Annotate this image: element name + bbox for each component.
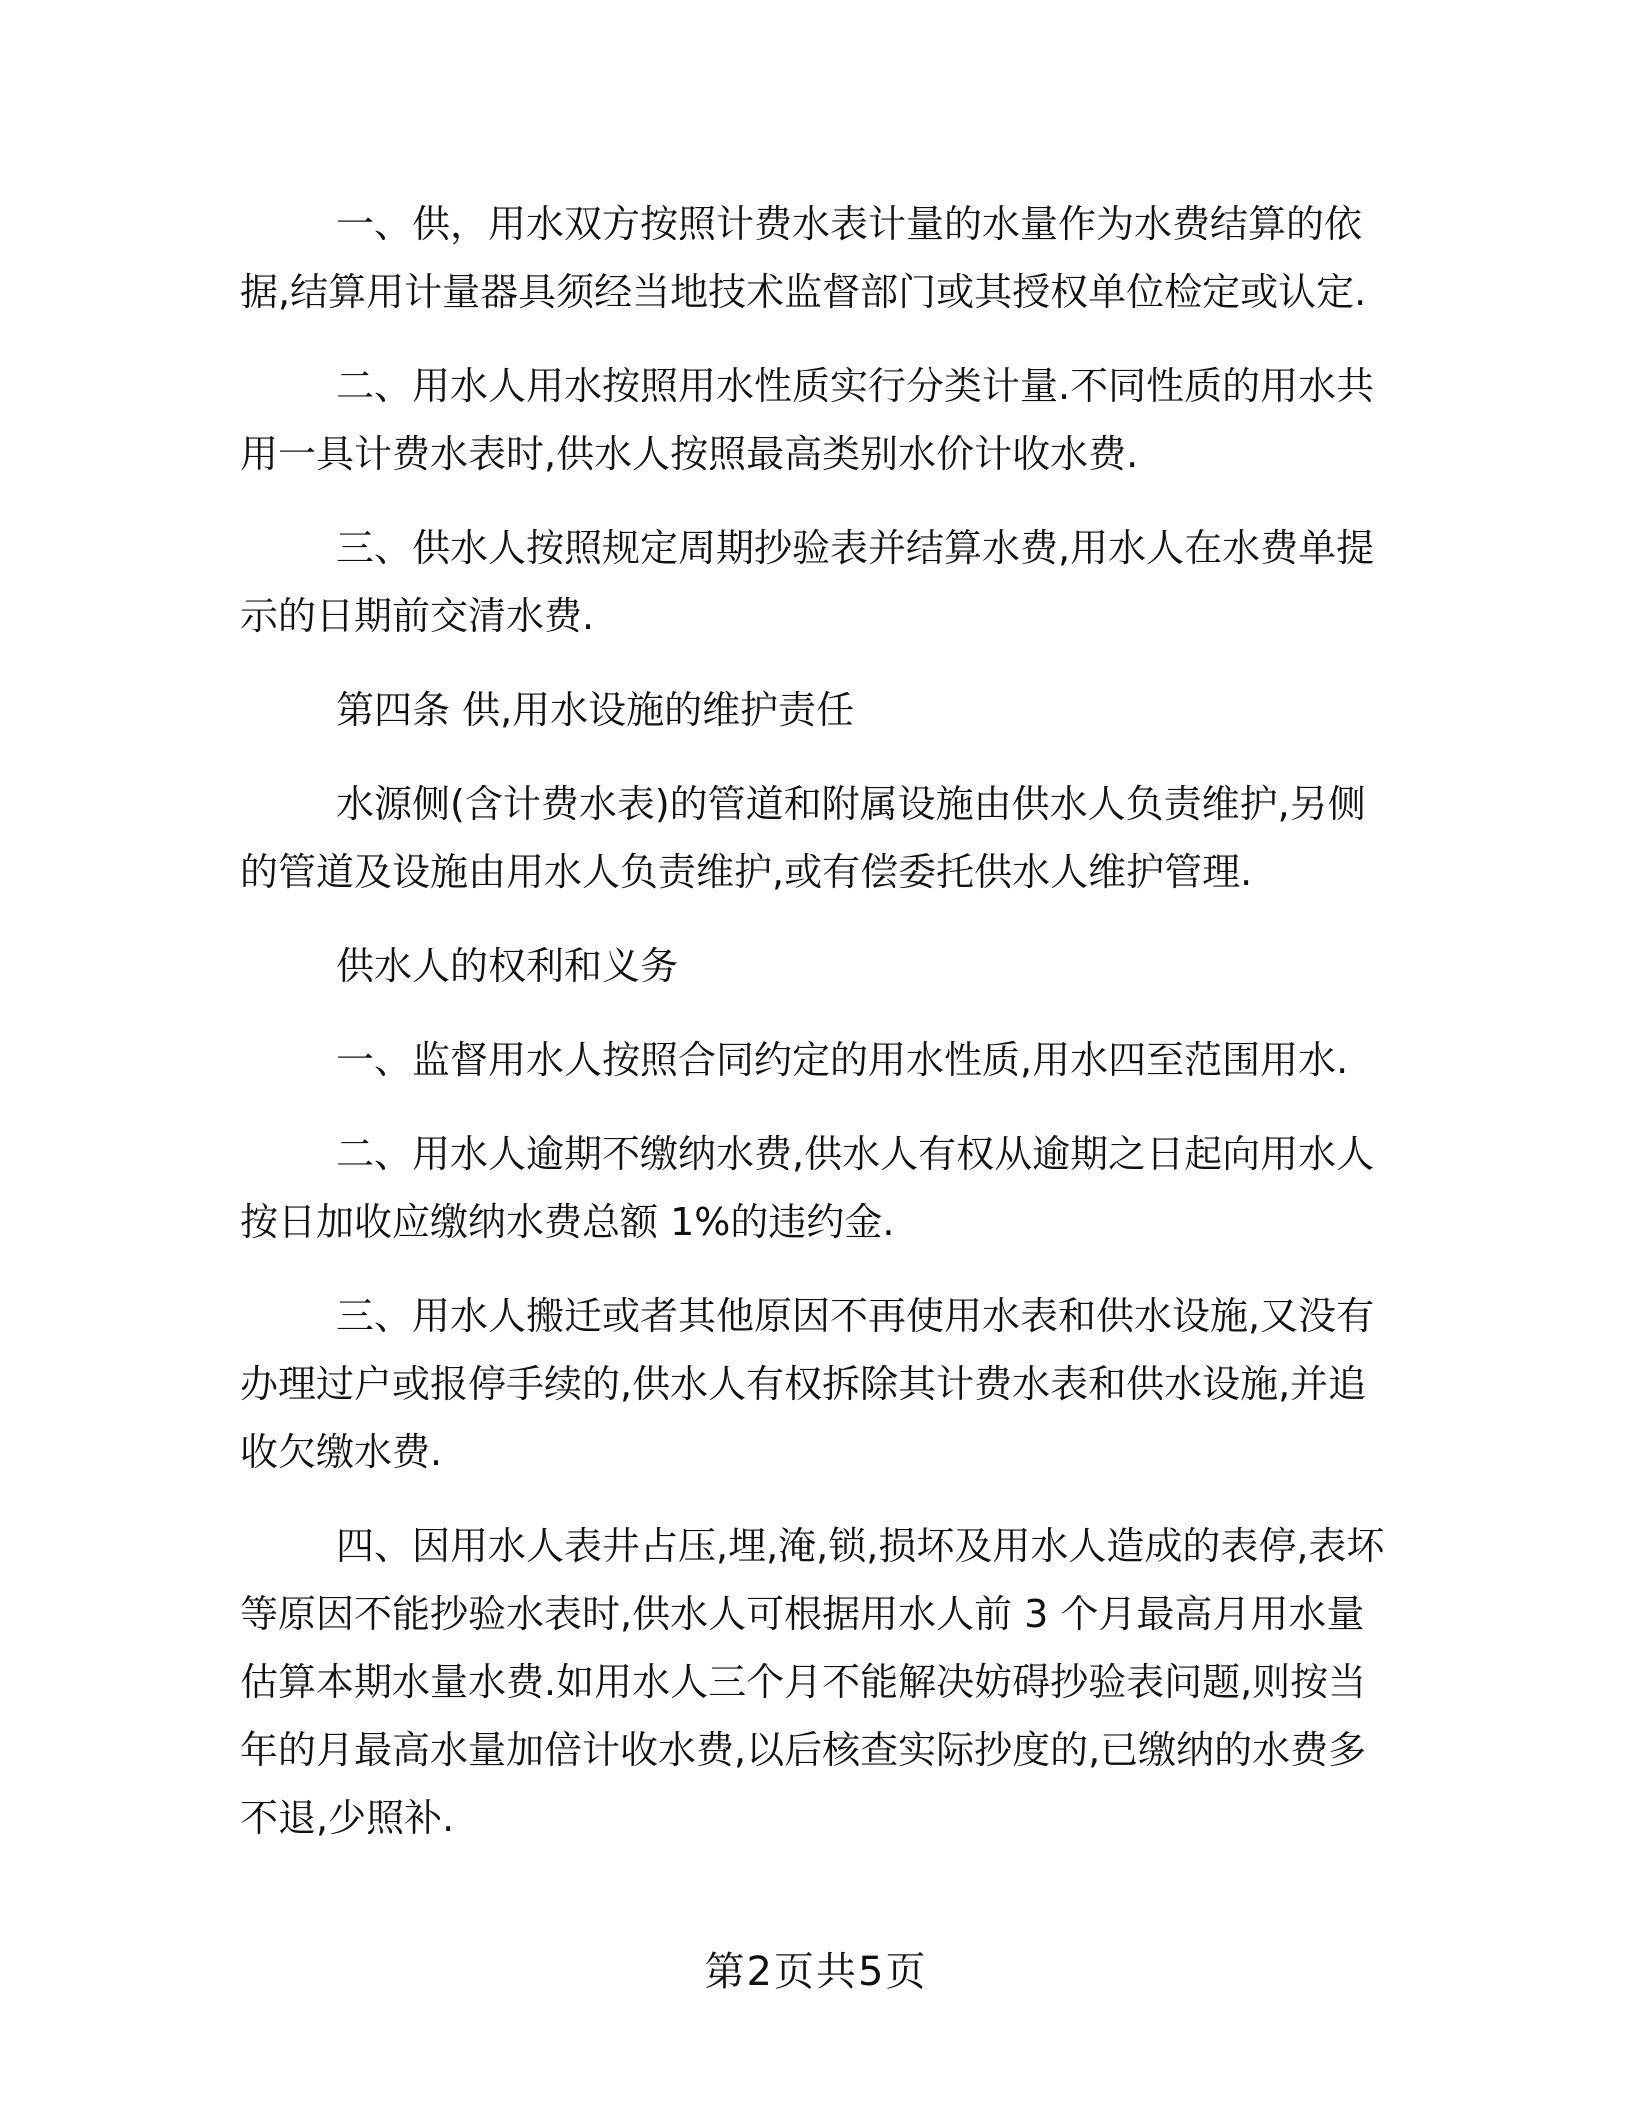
section-heading-article-4: 第四条 供,用水设施的维护责任 [336, 688, 855, 732]
paragraph-late-payment-penalty: 二、用水人逾期不缴纳水费,供水人有权从逾期之日起向用水人按日加收应缴纳水费总额 1%的违约金. [240, 1132, 1375, 1244]
section-heading-supplier-rights: 供水人的权利和义务 [336, 944, 679, 988]
paragraph-supervise-usage: 一、监督用水人按照合同约定的用水性质,用水四至范围用水. [336, 1038, 1349, 1082]
paragraph-classified-metering: 二、用水人用水按照用水性质实行分类计量.不同性质的用水共用一具计费水表时,供水人按照最高类别水价计收水费. [240, 364, 1375, 476]
paragraph-maintenance-responsibility: 水源侧(含计费水表)的管道和附属设施由供水人负责维护,另侧的管道及设施由用水人负责维护,或有偿委托供水人维护管理. [240, 782, 1366, 894]
page-number-footer: 第2页共5页 [704, 1949, 928, 1995]
paragraph-unreadable-meter-estimate: 四、因用水人表井占压,埋,淹,锁,损坏及用水人造成的表停,表坏等原因不能抄验水表时,供水人可根据用水人前 3 个月最高月用水量估算本期水量水费.如用水人三个月不能解决妨碍抄验表问题,则按当年的月最高水量加倍计收水费,以后核查实际抄度的,已缴纳的水费多不退,少照补. [240, 1524, 1385, 1840]
document-body [240, 190, 1388, 1878]
paragraph-relocation-removal: 三、用水人搬迁或者其他原因不再使用水表和供水设施,又没有办理过户或报停手续的,供水人有权拆除其计费水表和供水设施,并追收欠缴水费. [240, 1294, 1375, 1474]
paragraph-meter-reading-settlement: 三、供水人按照规定周期抄验表并结算水费,用水人在水费单提示的日期前交清水费. [240, 526, 1375, 638]
paragraph-billing-basis: 一、供，用水双方按照计费水表计量的水量作为水费结算的依据,结算用计量器具须经当地技术监督部门或其授权单位检定或认定. [240, 202, 1367, 314]
